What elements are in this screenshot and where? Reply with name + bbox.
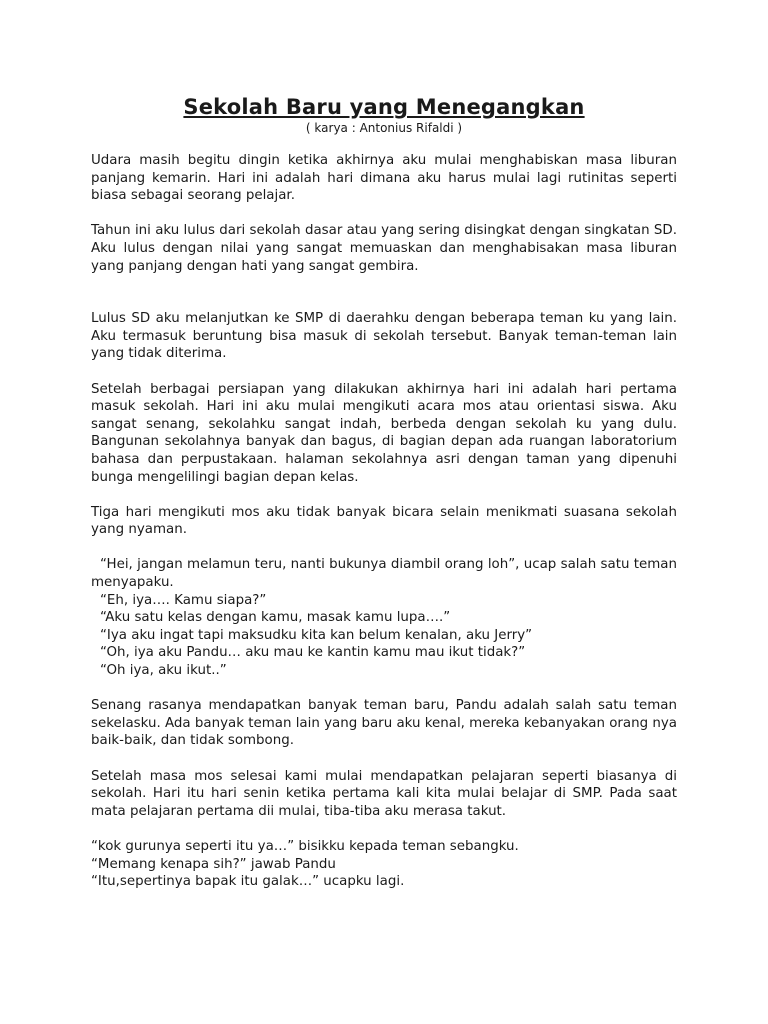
dialogue-line: “Hei, jangan melamun teru, nanti bukunya diambil orang loh”, ucap salah satu teman menyapaku.: [91, 557, 677, 591]
dialogue-block: [91, 556, 677, 679]
paragraph: Tahun ini aku lulus dari sekolah dasar atau yang sering disingkat dengan singkatan SD. Aku lulus dengan nilai yang sangat memuaskan dan menghabisakan masa liburan yang panjang dengan hati yang sangat gembira.: [91, 223, 677, 274]
dialogue-block: [91, 838, 677, 891]
dialogue-line: “Itu,sepertinya bapak itu galak…” ucapku lagi.: [91, 874, 405, 890]
dialogue-line: “Oh, iya aku Pandu… aku mau ke kantin kamu mau ikut tidak?”: [100, 645, 526, 661]
dialogue-line: “kok gurunya seperti itu ya…” bisikku kepada teman sebangku.: [91, 838, 519, 854]
paragraph: Tiga hari mengikuti mos aku tidak banyak bicara selain menikmati suasana sekolah yang nyaman.: [91, 504, 677, 538]
paragraph: Setelah berbagai persiapan yang dilakukan akhirnya hari ini adalah hari pertama masuk sekolah. Hari ini aku mulai mengikuti acara mos atau orientasi siswa. Aku sangat senang, sekolahku sangat indah, berbeda dengan sekolah ku yang dulu. Bangunan sekolahnya banyak dan bagus, di bagian depan ada ruangan laboratorium bahasa dan perpustakaan. halaman sekolahnya asri dengan taman yang dipenuhi bunga mengelilingi bagian depan kelas.: [91, 381, 677, 485]
paragraph: Udara masih begitu dingin ketika akhirnya aku mulai menghabiskan masa liburan panjang kemarin. Hari ini adalah hari dimana aku harus mulai lagi rutinitas seperti biasa sebagai seorang pelajar.: [91, 153, 677, 204]
story-title: Sekolah Baru yang Menegangkan: [183, 95, 585, 119]
dialogue-line: “Memang kenapa sih?” jawab Pandu: [91, 856, 336, 872]
dialogue-line: “Iya aku ingat tapi maksudku kita kan belum kenalan, aku Jerry”: [100, 627, 533, 643]
paragraph: Lulus SD aku melanjutkan ke SMP di daerahku dengan beberapa teman ku yang lain. Aku termasuk beruntung bisa masuk di sekolah tersebut. Banyak teman-teman lain yang tidak diterima.: [91, 311, 677, 362]
dialogue-line: “Eh, iya…. Kamu siapa?”: [100, 592, 267, 608]
story-body: [91, 152, 677, 891]
document-page: [91, 94, 677, 908]
paragraph: Senang rasanya mendapatkan banyak teman baru, Pandu adalah salah satu teman sekelasku. Ada banyak teman lain yang baru aku kenal, mereka kebanyakan orang nya baik-baik, dan tidak sombong.: [91, 698, 677, 749]
dialogue-line: “Oh iya, aku ikut..”: [100, 663, 227, 679]
author-byline: ( karya : Antonius Rifaldi ): [305, 121, 463, 135]
paragraph: Setelah masa mos selesai kami mulai mendapatkan pelajaran seperti biasanya di sekolah. Hari itu hari senin ketika pertama kali kita mulai belajar di SMP. Pada saat mata pelajaran pertama dii mulai, tiba-tiba aku merasa takut.: [91, 768, 677, 819]
dialogue-line: “Aku satu kelas dengan kamu, masak kamu lupa….”: [100, 610, 451, 626]
